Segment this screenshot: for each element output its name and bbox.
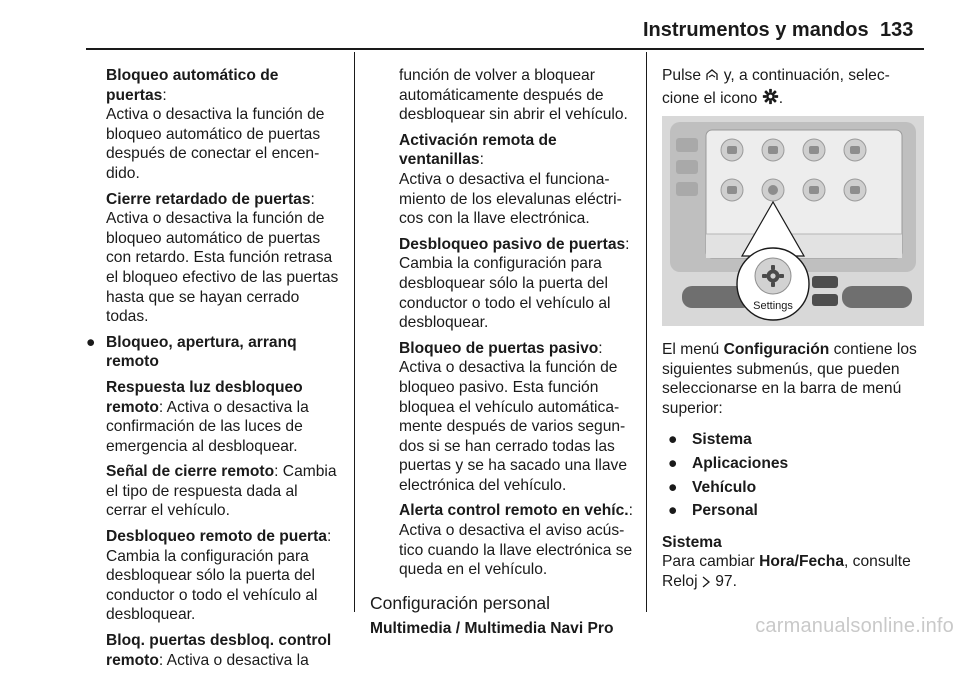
page-header: [0, 0, 960, 52]
paragraph-intro: [662, 66, 924, 110]
text-menu-a: El menú: [662, 341, 720, 358]
submenu-personal: Personal: [692, 502, 758, 520]
column-1: [86, 66, 342, 676]
text-intro-c: .: [778, 89, 784, 107]
term-auto-lock: Bloqueo automático de puertas: [106, 67, 279, 104]
paragraph-auto-lock: Bloqueo automático de puertas: Activa o desactiva la función de bloqueo automático de puertas después de conectar el encen-dido.: [106, 67, 325, 182]
section-heading: Configuración personal: [370, 592, 550, 613]
paragraph-key-alert: Alerta control remoto en vehíc.: Activa o desactiva el aviso acús-tico cuando la llave electrónica se queda en el vehículo.: [399, 502, 633, 579]
text-light-response: : Activa o desactiva la confirmación de las luces de emergencia al desbloquear.: [106, 398, 309, 455]
infotainment-screen-figure: [662, 116, 924, 326]
bullet-dot: ●: [668, 454, 678, 472]
term-remote-unlock: Desbloqueo remoto de puerta: [106, 528, 327, 546]
submenu-sistema: Sistema: [692, 431, 752, 449]
paragraph-lock-signal: [106, 462, 342, 521]
text-relock: : Activa o desactiva la: [158, 651, 309, 669]
screen-caption-settings: Settings: [753, 300, 793, 312]
column-divider-left: [354, 52, 355, 612]
term-key-alert: Alerta control remoto en vehíc.: [399, 502, 629, 520]
subsection-heading: Multimedia / Multimedia Navi Pro: [370, 620, 614, 638]
header-divider: [86, 48, 924, 50]
gear-icon: [762, 88, 779, 111]
page-title: Instrumentos y mandos: [643, 19, 869, 41]
paragraph-remote-unlock: Desbloqueo remoto de puerta: Cambia la configuración para desbloquear sólo la puerta del conductor o todo el vehículo al desbloquear.: [106, 528, 332, 624]
page-footer: [0, 612, 960, 642]
bullet-dot: ●: [86, 333, 96, 351]
term-passive-lock: Bloqueo de puertas pasivo: [399, 339, 599, 357]
paragraph-passive-lock: Bloqueo de puertas pasivo: Activa o desactiva la función de bloqueo pasivo. Esta función bloquea el vehículo automática-mente después de varios segun-dos si se han cerrado todas las puertas y se ha sacado una llave electrónica del vehículo.: [399, 339, 627, 494]
column-2: [370, 66, 635, 639]
sistema-heading: Sistema: [662, 533, 722, 551]
paragraph-config-menu: [662, 340, 924, 418]
column-3: [662, 66, 924, 116]
term-hora-fecha: Hora/Fecha: [759, 553, 845, 571]
text-sistema-b: , consulte Reloj: [662, 553, 911, 590]
bullet-dot: ●: [668, 502, 678, 520]
paragraph-delayed-lock: Cierre retardado de puertas: Activa o desactiva la función de bloqueo automático de puertas con retardo. Esta función retrasa el bloqueo efectivo de las puertas hasta que se hayan cerrado todas.: [106, 190, 339, 326]
bullet-dot: ●: [668, 478, 678, 496]
arrow-ref-icon: [702, 574, 711, 594]
term-light-response: Respuesta luz desbloqueo remoto: [106, 378, 303, 416]
text-delayed-lock: Activa o desactiva la función de bloqueo automático de puertas con retardo. Esta función retrasa el bloqueo efectivo de las puertas hasta que se hayan cerrado todas.: [106, 210, 339, 326]
paragraph-sistema: [662, 552, 924, 593]
column-divider-right: [646, 52, 647, 612]
column-3-lower: [662, 340, 924, 600]
term-relock: Bloq. puertas desbloq. control remoto: [106, 632, 332, 669]
term-delayed-lock: Cierre retardado de puertas: [106, 190, 311, 208]
text-key-alert: Activa o desactiva el aviso acús-tico cuando la llave electrónica se queda en el vehículo.: [399, 522, 633, 579]
text-relock-cont: función de volver a bloquear automáticamente después de desbloquear sin abrir el vehículo.: [399, 67, 628, 124]
infotainment-screen-svg: [662, 116, 924, 326]
paragraph-passive-unlock: Desbloqueo pasivo de puertas: Cambia la configuración para desbloquear sólo la puerta del conductor o todo el vehículo al desbloquear.: [399, 235, 630, 332]
bullet-remote-section: [86, 333, 342, 372]
bullet-dot: ●: [668, 431, 678, 449]
text-remote-windows: Activa o desactiva el funciona-miento de los elevalunas eléctri-cos con la llave electrónica.: [399, 170, 622, 228]
text-passive-unlock: Cambia la configuración para desbloquear sólo la puerta del conductor o todo el vehículo al desbloquear.: [399, 255, 611, 332]
bullet-title-remote: Bloqueo, apertura, arranq remoto: [106, 333, 297, 371]
text-intro-b: y, a continuación, selec-cione el icono: [662, 67, 890, 107]
text-remote-unlock: Cambia la configuración para desbloquear sólo la puerta del conductor o todo el vehículo al desbloquear.: [106, 547, 318, 624]
submenu-aplicaciones: Aplicaciones: [692, 454, 789, 472]
text-auto-lock: Activa o desactiva la función de bloqueo automático de puertas después de conectar el encen-dido.: [106, 106, 325, 182]
term-passive-unlock: Desbloqueo pasivo de puertas: [399, 235, 626, 253]
submenu-vehiculo: Vehículo: [692, 478, 757, 496]
term-lock-signal: Señal de cierre remoto: [106, 463, 275, 481]
text-sistema-ref: 97.: [715, 572, 737, 590]
text-menu-b: contiene los siguientes submenús, que pueden seleccionarse en la barra de menú superior:: [662, 341, 917, 417]
text-lock-signal: : Cambia el tipo de respuesta dada al cerrar el vehículo.: [106, 463, 337, 520]
text-intro-a: Pulse: [662, 67, 702, 84]
list-item: [662, 499, 924, 523]
term-remote-windows: Activación remota de ventanillas: [399, 131, 557, 169]
paragraph-relock-cont: [399, 66, 635, 125]
text-passive-lock: Activa o desactiva la función de bloqueo pasivo. Esta función bloquea el vehículo automática-mente después de varios segun-dos si se han cerrado todas las puertas y se ha sacado una llave electrónica del vehículo.: [399, 359, 627, 494]
submenu-list: [662, 428, 924, 522]
paragraph-remote-windows: Activación remota de ventanillas: Activa o desactiva el funciona-miento de los elevalunas eléctri-cos con la llave electrónica.: [399, 131, 622, 228]
watermark: carmanualsonline.info: [755, 615, 954, 637]
list-item: [662, 476, 924, 500]
home-icon: [705, 68, 719, 88]
list-item: [662, 452, 924, 476]
list-item: [662, 428, 924, 452]
paragraph-light-response: [106, 378, 342, 456]
term-configuracion: Configuración: [723, 341, 830, 358]
text-sistema-a: Para cambiar: [662, 553, 755, 571]
page-number: 133: [880, 19, 914, 41]
